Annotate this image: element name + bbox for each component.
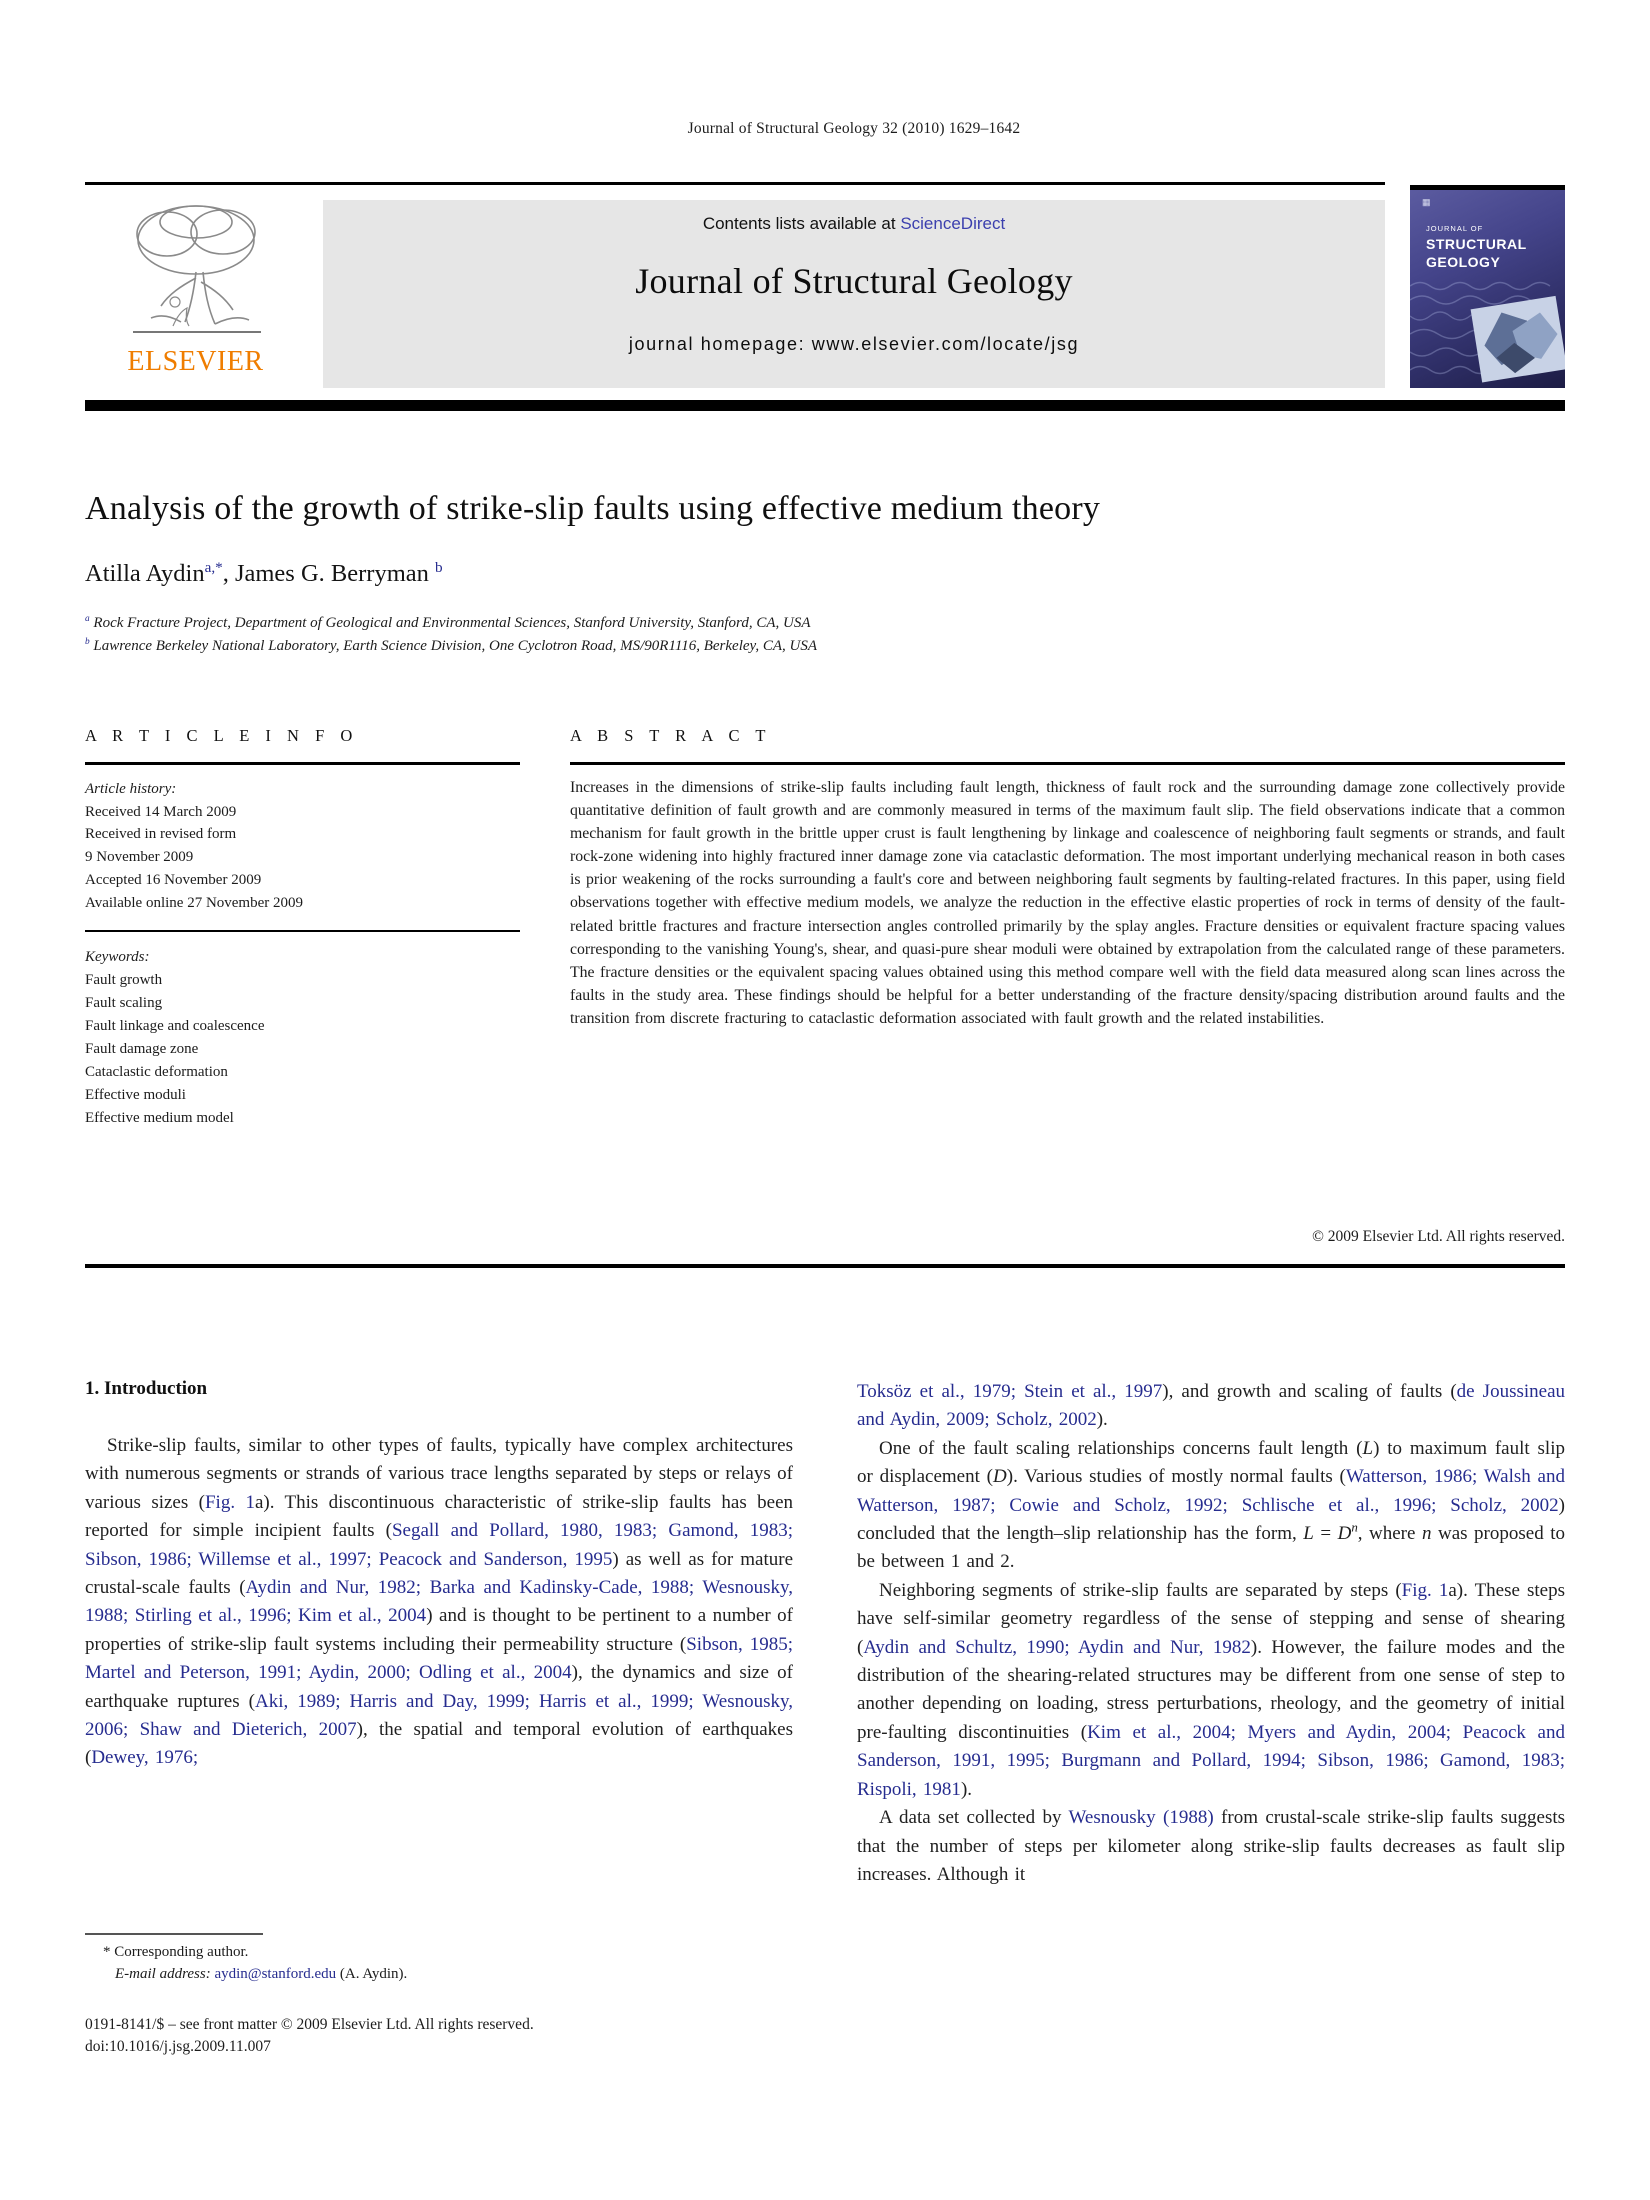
keyword: Fault scaling: [85, 995, 163, 1011]
section-1-heading: 1. Introduction: [85, 1378, 208, 1399]
body-text-segment: Strike-slip faults, similar to other types of faults, typically have complex architectures with numerous segments or strands of various trace lengths separated by steps or relays of various sizes (: [85, 1435, 793, 1513]
keywords-block: [85, 946, 525, 1130]
issn-line: 0191-8141/$ – see front matter © 2009 Elsevier Ltd. All rights reserved.: [85, 2016, 534, 2033]
keywords-rule: [85, 930, 520, 932]
body-text-segment: ) concluded that the length–slip relationship has the form,: [857, 1494, 1565, 1545]
abstract-copyright: © 2009 Elsevier Ltd. All rights reserved.: [1312, 1228, 1565, 1245]
affiliation-a: [85, 612, 1485, 635]
keyword: Effective medium model: [85, 1110, 234, 1126]
body-text-segment: from crustal-scale strike-slip faults suggests that the number of steps per kilometer along strike-slip faults decreases as fault slip increases. Although it: [857, 1807, 1566, 1885]
citation-link[interactable]: Kim et al., 2004; Myers and Aydin, 2004; Peacock and Sanderson, 1991, 1995; Burgmann and Pollard, 1994; Sibson, 1986; Gamond, 1983; Rispoli, 1981: [857, 1721, 1565, 1800]
citation-link[interactable]: de Joussineau and Aydin, 2009; Scholz, 2002: [857, 1381, 1565, 1431]
citation-link[interactable]: Aydin and Nur, 1982; Barka and Kadinsky-Cade, 1988; Wesnousky, 1988; Stirling et al., 1996; Kim et al., 2004: [85, 1577, 793, 1627]
journal-citation-line: Journal of Structural Geology 32 (2010) 1629–1642: [687, 120, 1021, 137]
cover-title-line1: JOURNAL OF: [1426, 224, 1484, 233]
body-text-segment: was proposed to be between 1 and 2.: [857, 1523, 1565, 1573]
corresponding-author-note: * Corresponding author.: [103, 1944, 249, 1960]
citation-link[interactable]: Wesnousky (1988): [1068, 1807, 1214, 1829]
body-left-column: [85, 1432, 793, 1773]
affiliation-a-text: Rock Fracture Project, Department of Geological and Environmental Sciences, Stanford University, Stanford, CA, USA: [89, 615, 811, 631]
author-1-affiliation-mark[interactable]: a,*: [204, 558, 223, 576]
article-title: Analysis of the growth of strike-slip faults using effective medium theory: [85, 490, 1101, 527]
abstract-heading: A B S T R A C T: [570, 726, 772, 745]
email-link[interactable]: aydin@stanford.edu: [214, 1966, 337, 1982]
keyword: Fault linkage and coalescence: [85, 1018, 265, 1034]
body-text-segment: ), and growth and scaling of faults (: [1162, 1381, 1457, 1402]
body-text-segment: ).: [960, 1778, 973, 1800]
email-note: [85, 1966, 785, 1983]
article-info-heading: A R T I C L E I N F O: [85, 726, 359, 745]
body-text-segment: D: [993, 1466, 1007, 1488]
citation-link[interactable]: Aydin and Schultz, 1990; Aydin and Nur, 1982: [863, 1636, 1251, 1658]
footnote-rule: [85, 1933, 263, 1935]
affiliation-b: [85, 635, 1485, 658]
journal-homepage-link[interactable]: journal homepage: www.elsevier.com/locate/jsg: [628, 334, 1080, 354]
author-1: Atilla Aydin: [85, 560, 205, 587]
body-text-segment: ) and is thought to be pertinent to a number of properties of strike-slip fault systems including their permeability structure (: [85, 1605, 793, 1655]
body-text-segment: a). These steps have self-similar geometry regardless of the sense of stepping and sense of shearing (: [857, 1579, 1565, 1658]
elsevier-tree-icon: [111, 198, 281, 346]
citation-link[interactable]: Aki, 1989; Harris and Day, 1999; Harris et al., 1999; Wesnousky, 2006; Shaw and Dieterich, 2007: [85, 1690, 793, 1741]
keyword: Fault growth: [85, 972, 163, 988]
body-text-segment: ) to maximum fault slip or displacement (: [857, 1437, 1565, 1488]
history-line: Received in revised form: [85, 826, 237, 843]
history-line: Received 14 March 2009: [85, 803, 237, 820]
body-text-segment: ), the dynamics and size of earthquake ruptures (: [85, 1662, 793, 1712]
abstract-bottom-rule: [85, 1264, 1565, 1268]
elsevier-logo[interactable]: [88, 198, 303, 390]
article-info-rule: [85, 762, 520, 765]
body-right-column: [857, 1378, 1565, 1889]
body-text-segment: ). However, the failure modes and the distribution of the shearing-related structures may be different from one sense of step to another depending on loading, stress perturbations, rheology, and the geometry of initial pre-faulting discontinuities (: [857, 1636, 1565, 1743]
body-text-segment: =: [1313, 1523, 1338, 1545]
masthead-journal-title: Journal of Structural Geology: [635, 261, 1073, 301]
intro-paragraph-4: [857, 1804, 1565, 1889]
body-text-segment: n: [1351, 1519, 1358, 1535]
keywords-label: Keywords:: [85, 949, 150, 965]
citation-link[interactable]: Segall and Pollard, 1980, 1983; Gamond, 1983; Sibson, 1986; Willemse et al., 1997; Peacock and Sanderson, 1995: [85, 1520, 793, 1570]
author-2: James G. Berryman: [234, 560, 429, 587]
affiliations: [85, 612, 1485, 657]
abstract-text: Increases in the dimensions of strike-slip faults including fault length, thickness of fault rock and the surrounding damage zone collectively provide quantitative definition of fault growth and are commonly measured in terms of the maximum fault slip. The field observations indicate that a common mechanism for fault growth in the brittle upper crust is fault lengthening by linkage and coalescence of neighboring fault segments or strands, and fault rock-zone widening into highly fractured inner damage zone via cataclastic deformation. The most important underlying mechanical reason in both cases is prior weakening of the rocks surrounding a fault's core and between neighboring fault segments by faulting-related fractures. In this paper, using field observations together with effective medium models, we analyze the reduction in the effective elastic properties of rock in terms of density of the fault-related brittle fractures and fracture intersection angles controlled primarily by the splay angles. Fracture densities or equivalent fracture spacing values corresponding to the vanishing Young's, shear, and quasi-pure shear moduli were obtained by extrapolation from the calculated range of these parameters. The fracture densities or the equivalent spacing values obtained using this method compare well with the field data measured along scan lines across the faults in the study area. These findings should be helpful for a better understanding of the fracture density/spacing distribution around faults and the transition from discrete fracturing to cataclastic deformation associated with fault growth and the related instabilities.: [570, 779, 1565, 1027]
body-text-segment: ) as well as for mature crustal-scale faults (: [85, 1548, 794, 1599]
body-text-segment: , where: [1357, 1523, 1422, 1545]
cover-title-line3: GEOLOGY: [1426, 253, 1501, 270]
author-line: [85, 560, 1285, 588]
body-text-segment: L: [1362, 1437, 1374, 1459]
contents-lists-text: Contents lists available at: [702, 214, 901, 233]
history-line: 9 November 2009: [85, 849, 194, 866]
sciencedirect-link[interactable]: ScienceDirect: [900, 214, 1006, 233]
cover-title-line2: STRUCTURAL: [1426, 236, 1527, 252]
citation-link[interactable]: Dewey, 1976;: [91, 1747, 199, 1769]
affiliation-b-text: Lawrence Berkeley National Laboratory, Earth Science Division, One Cyclotron Road, MS/90R1116, Berkeley, CA, USA: [89, 637, 818, 654]
body-text-segment: Neighboring segments of strike-slip faults are separated by steps (: [879, 1579, 1402, 1601]
article-history-label: Article history:: [85, 781, 177, 797]
intro-paragraph-1: [85, 1432, 793, 1773]
cover-title: [1426, 224, 1527, 271]
author-separator: ,: [222, 560, 235, 587]
body-text-segment: One of the fault scaling relationships concerns fault length (: [879, 1437, 1363, 1459]
intro-paragraph-1-continued: [857, 1378, 1565, 1435]
author-2-affiliation-mark[interactable]: b: [435, 558, 443, 576]
intro-paragraph-3: [857, 1577, 1565, 1804]
body-text-segment: a). This discontinuous characteristic of strike-slip faults has been reported for simple incipient faults (: [85, 1491, 793, 1542]
body-text-segment: D: [1337, 1523, 1352, 1545]
keyword: Effective moduli: [85, 1087, 186, 1103]
citation-link[interactable]: Fig. 1: [1401, 1579, 1449, 1601]
doi-line: doi:10.1016/j.jsg.2009.11.007: [85, 2038, 271, 2055]
journal-cover-thumbnail[interactable]: [1410, 185, 1565, 388]
email-label: E-mail address:: [115, 1966, 211, 1982]
cover-publisher-mark: ▦: [1422, 197, 1431, 207]
history-line: Available online 27 November 2009: [85, 894, 303, 911]
body-text-segment: ). Various studies of mostly normal faults (: [1006, 1466, 1346, 1488]
citation-link[interactable]: Fig. 1: [204, 1491, 255, 1513]
email-suffix: (A. Aydin).: [336, 1966, 408, 1982]
body-text-segment: n: [1421, 1523, 1432, 1545]
body-text-segment: A data set collected by: [879, 1807, 1069, 1829]
keyword: Cataclastic deformation: [85, 1064, 228, 1080]
body-text-segment: L: [1303, 1523, 1314, 1545]
citation-link[interactable]: Watterson, 1986; Walsh and Watterson, 1987; Cowie and Scholz, 1992; Schlische et al., 1996; Scholz, 2002: [857, 1466, 1565, 1516]
affiliation-b-mark: b: [85, 636, 90, 647]
history-line: Accepted 16 November 2009: [85, 871, 262, 888]
body-text-segment: ), the spatial and temporal evolution of earthquakes (: [85, 1719, 793, 1769]
masthead-box: [323, 200, 1385, 388]
citation-link[interactable]: Sibson, 1985; Martel and Peterson, 1991; Aydin, 2000; Odling et al., 2004: [85, 1633, 793, 1684]
abstract-rule: [570, 762, 1565, 765]
elsevier-wordmark: ELSEVIER: [127, 346, 264, 377]
body-text-segment: ).: [1096, 1409, 1108, 1431]
cover-art: [1410, 190, 1565, 388]
intro-paragraph-2: [857, 1435, 1565, 1577]
header-top-rule: [85, 182, 1385, 185]
masthead-bottom-bar: [85, 400, 1565, 411]
affiliation-a-mark: a: [85, 614, 90, 624]
article-history: [85, 778, 525, 914]
contents-lists-line: [323, 214, 1385, 234]
keyword: Fault damage zone: [85, 1041, 199, 1057]
citation-link[interactable]: Toksöz et al., 1979; Stein et al., 1997: [857, 1381, 1163, 1402]
